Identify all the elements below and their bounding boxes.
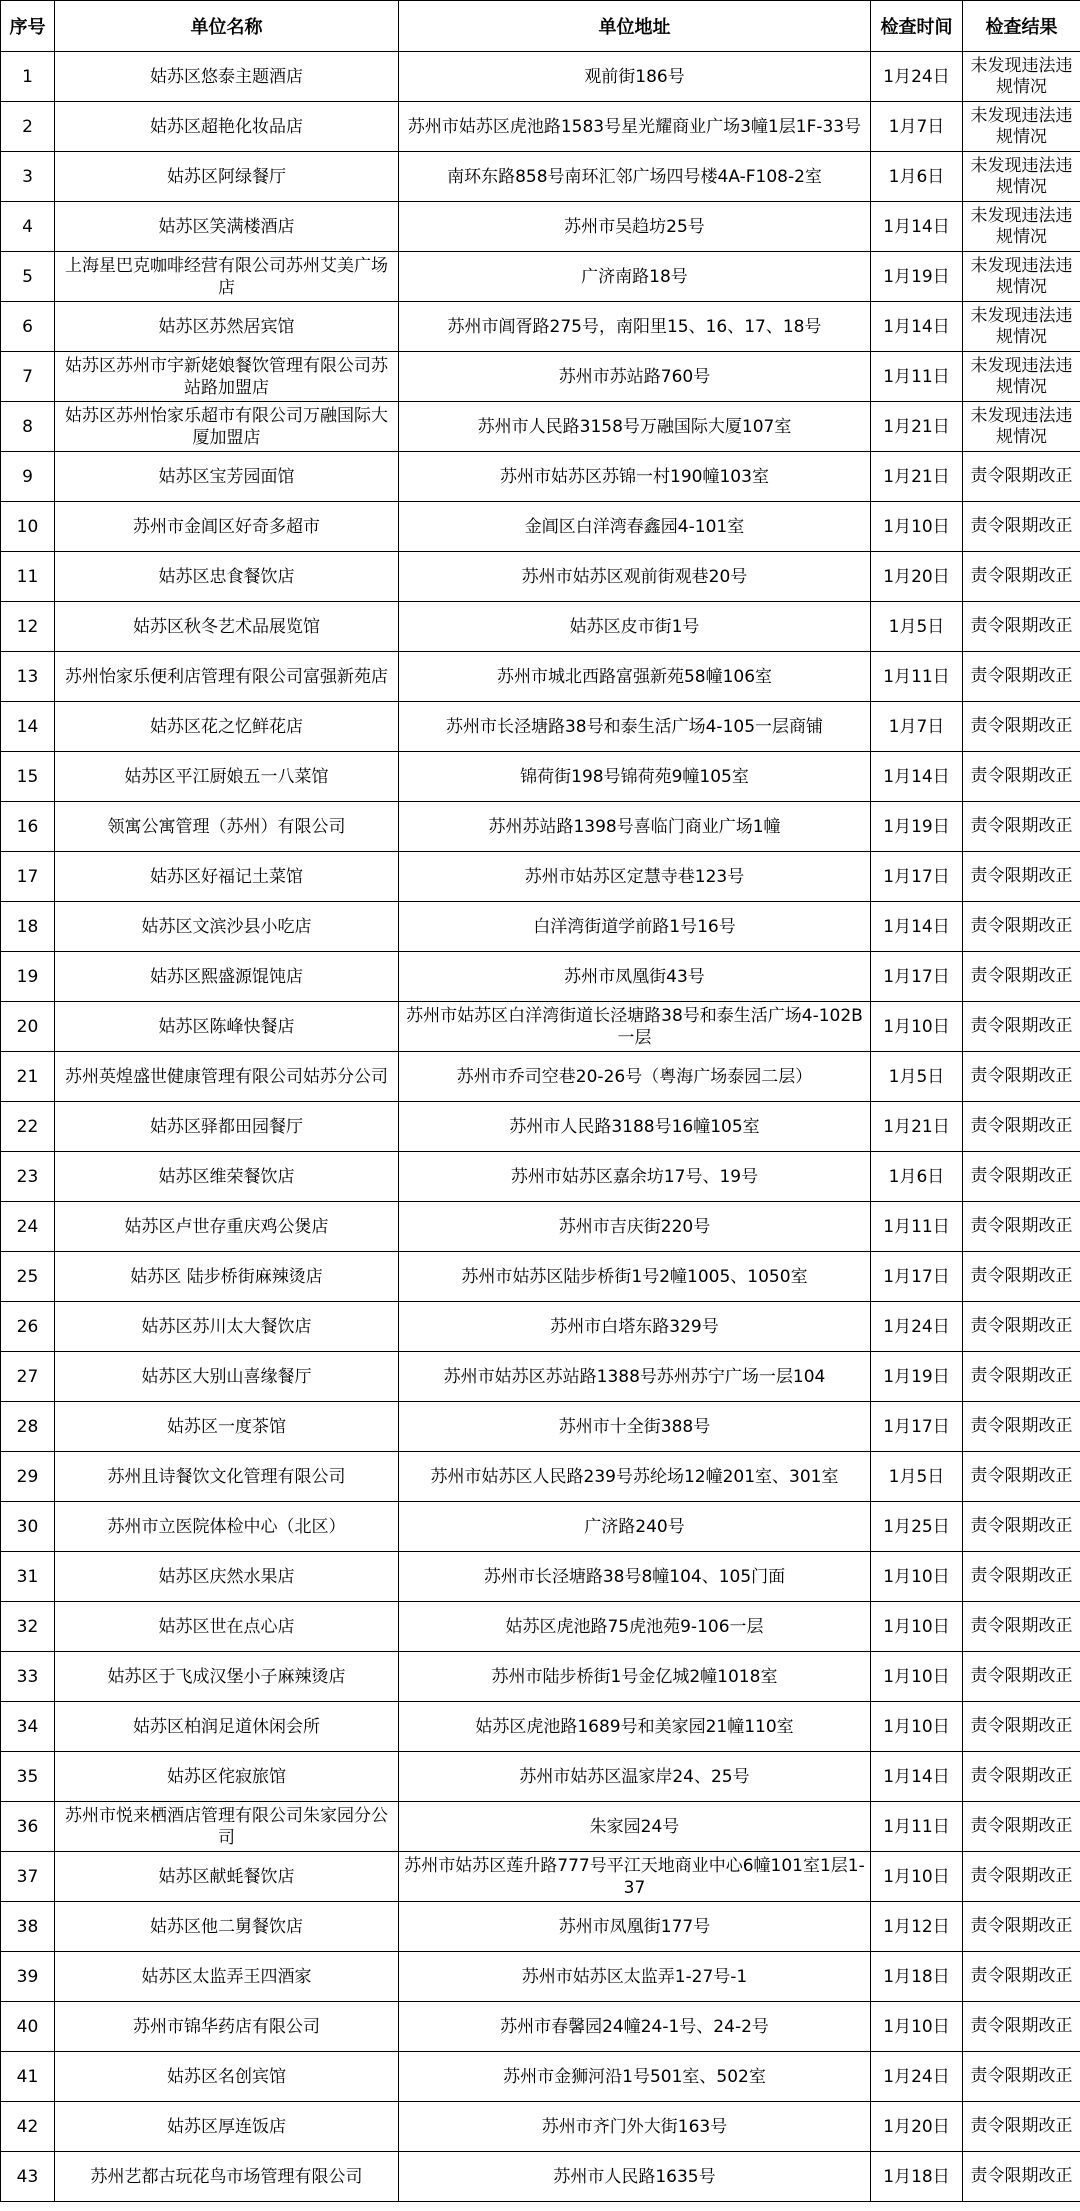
table-row — [1, 602, 1080, 652]
table-row — [1, 152, 1080, 202]
cell-unit-name: 领寓公寓管理（苏州）有限公司 — [55, 802, 399, 852]
cell-unit-address: 苏州市姑苏区定慧寺巷123号 — [399, 852, 871, 902]
cell-no: 38 — [1, 1902, 55, 1952]
cell-unit-address: 苏州市长泾塘路38号8幢104、105门面 — [399, 1552, 871, 1602]
cell-unit-address: 苏州市姑苏区温家岸24、25号 — [399, 1752, 871, 1802]
cell-unit-name: 姑苏区他二舅餐饮店 — [55, 1902, 399, 1952]
cell-unit-address: 苏州市春馨园24幢24-1号、24-2号 — [399, 2002, 871, 2052]
cell-no: 32 — [1, 1602, 55, 1652]
cell-unit-address: 苏州市凤凰街177号 — [399, 1902, 871, 1952]
cell-unit-name: 苏州市金阊区好奇多超市 — [55, 502, 399, 552]
cell-no: 41 — [1, 2052, 55, 2102]
header-unit-name: 单位名称 — [55, 1, 399, 52]
cell-unit-name: 姑苏区于飞成汉堡小子麻辣烫店 — [55, 1652, 399, 1702]
cell-inspection-result: 责令限期改正 — [963, 952, 1080, 1002]
cell-unit-address: 白洋湾街道学前路1号16号 — [399, 902, 871, 952]
cell-inspection-result: 责令限期改正 — [963, 1002, 1080, 1052]
cell-inspection-result: 未发现违法违规情况 — [963, 252, 1080, 302]
table-row — [1, 2152, 1080, 2202]
cell-unit-name: 苏州怡家乐便利店管理有限公司富强新苑店 — [55, 652, 399, 702]
cell-inspection-result: 责令限期改正 — [963, 1752, 1080, 1802]
cell-inspection-date: 1月18日 — [871, 1952, 963, 2002]
cell-inspection-result: 责令限期改正 — [963, 1252, 1080, 1302]
cell-inspection-date: 1月10日 — [871, 2002, 963, 2052]
cell-inspection-result: 未发现违法违规情况 — [963, 202, 1080, 252]
cell-inspection-result: 责令限期改正 — [963, 1352, 1080, 1402]
table-row — [1, 202, 1080, 252]
cell-inspection-result: 未发现违法违规情况 — [963, 152, 1080, 202]
cell-inspection-date: 1月7日 — [871, 102, 963, 152]
cell-unit-name: 苏州艺都古玩花鸟市场管理有限公司 — [55, 2152, 399, 2202]
cell-inspection-date: 1月10日 — [871, 502, 963, 552]
cell-inspection-result: 责令限期改正 — [963, 652, 1080, 702]
cell-unit-address: 苏州市姑苏区苏站路1388号苏州苏宁广场一层104 — [399, 1352, 871, 1402]
cell-unit-name: 姑苏区一度茶馆 — [55, 1402, 399, 1452]
table-body — [1, 52, 1080, 2202]
cell-inspection-date: 1月7日 — [871, 702, 963, 752]
cell-no: 15 — [1, 752, 55, 802]
cell-unit-address: 苏州市城北西路富强新苑58幢106室 — [399, 652, 871, 702]
cell-unit-name: 姑苏区超艳化妆品店 — [55, 102, 399, 152]
cell-inspection-result: 责令限期改正 — [963, 1702, 1080, 1752]
cell-inspection-date: 1月10日 — [871, 1652, 963, 1702]
cell-unit-name: 姑苏区名创宾馆 — [55, 2052, 399, 2102]
cell-unit-name: 苏州市悦来栖酒店管理有限公司朱家园分公司 — [55, 1802, 399, 1852]
header-no: 序号 — [1, 1, 55, 52]
cell-no: 16 — [1, 802, 55, 852]
cell-inspection-date: 1月6日 — [871, 1152, 963, 1202]
cell-unit-name: 姑苏区好福记土菜馆 — [55, 852, 399, 902]
cell-inspection-date: 1月17日 — [871, 852, 963, 902]
table-row — [1, 1802, 1080, 1852]
cell-unit-name: 姑苏区维荣餐饮店 — [55, 1152, 399, 1202]
cell-unit-address: 姑苏区虎池路75虎池苑9-106一层 — [399, 1602, 871, 1652]
cell-inspection-date: 1月14日 — [871, 202, 963, 252]
cell-inspection-result: 责令限期改正 — [963, 1302, 1080, 1352]
cell-unit-address: 苏州市姑苏区虎池路1583号星光耀商业广场3幢1层1F-33号 — [399, 102, 871, 152]
cell-inspection-date: 1月19日 — [871, 802, 963, 852]
cell-inspection-date: 1月5日 — [871, 602, 963, 652]
table-row — [1, 652, 1080, 702]
cell-unit-address: 苏州市姑苏区苏锦一村190幢103室 — [399, 452, 871, 502]
table-row — [1, 902, 1080, 952]
cell-inspection-result: 责令限期改正 — [963, 1502, 1080, 1552]
cell-inspection-result: 责令限期改正 — [963, 1152, 1080, 1202]
cell-unit-address: 苏州市姑苏区莲升路777号平江天地商业中心6幢101室1层1-37 — [399, 1852, 871, 1902]
cell-unit-address: 苏州市十全街388号 — [399, 1402, 871, 1452]
cell-inspection-date: 1月11日 — [871, 652, 963, 702]
cell-unit-name: 苏州市立医院体检中心（北区） — [55, 1502, 399, 1552]
cell-unit-address: 苏州市人民路1635号 — [399, 2152, 871, 2202]
cell-inspection-date: 1月11日 — [871, 352, 963, 402]
cell-no: 26 — [1, 1302, 55, 1352]
cell-unit-name: 姑苏区文滨沙县小吃店 — [55, 902, 399, 952]
cell-inspection-result: 责令限期改正 — [963, 552, 1080, 602]
table-row — [1, 702, 1080, 752]
header-inspection-result: 检查结果 — [963, 1, 1080, 52]
cell-inspection-result: 责令限期改正 — [963, 1802, 1080, 1852]
table-row — [1, 1752, 1080, 1802]
cell-unit-name: 姑苏区平江厨娘五一八菜馆 — [55, 752, 399, 802]
cell-unit-name: 姑苏区大别山喜缘餐厅 — [55, 1352, 399, 1402]
table-row — [1, 1052, 1080, 1102]
cell-unit-name: 姑苏区花之忆鲜花店 — [55, 702, 399, 752]
cell-inspection-result: 未发现违法违规情况 — [963, 402, 1080, 452]
cell-inspection-date: 1月24日 — [871, 1302, 963, 1352]
table-row — [1, 502, 1080, 552]
cell-unit-name: 姑苏区阿绿餐厅 — [55, 152, 399, 202]
cell-unit-address: 金阊区白洋湾春鑫园4-101室 — [399, 502, 871, 552]
table-row — [1, 1602, 1080, 1652]
table-row — [1, 952, 1080, 1002]
cell-no: 20 — [1, 1002, 55, 1052]
cell-unit-name: 姑苏区苏川太大餐饮店 — [55, 1302, 399, 1352]
cell-inspection-result: 责令限期改正 — [963, 852, 1080, 902]
cell-inspection-date: 1月14日 — [871, 1752, 963, 1802]
cell-unit-address: 苏州市乔司空巷20-26号（粤海广场泰园二层） — [399, 1052, 871, 1102]
cell-inspection-date: 1月20日 — [871, 552, 963, 602]
cell-no: 29 — [1, 1452, 55, 1502]
table-row — [1, 1352, 1080, 1402]
cell-no: 30 — [1, 1502, 55, 1552]
table-row — [1, 1652, 1080, 1702]
cell-inspection-result: 责令限期改正 — [963, 2002, 1080, 2052]
table-row — [1, 2052, 1080, 2102]
table-row — [1, 1502, 1080, 1552]
cell-unit-address: 广济路240号 — [399, 1502, 871, 1552]
cell-unit-address: 苏州市人民路3158号万融国际大厦107室 — [399, 402, 871, 452]
cell-unit-name: 姑苏区宝芳园面馆 — [55, 452, 399, 502]
cell-no: 5 — [1, 252, 55, 302]
cell-unit-address: 苏州市姑苏区嘉余坊17号、19号 — [399, 1152, 871, 1202]
cell-no: 28 — [1, 1402, 55, 1452]
cell-unit-address: 苏州市苏站路760号 — [399, 352, 871, 402]
cell-no: 21 — [1, 1052, 55, 1102]
table-row — [1, 252, 1080, 302]
cell-no: 2 — [1, 102, 55, 152]
cell-no: 36 — [1, 1802, 55, 1852]
cell-no: 19 — [1, 952, 55, 1002]
cell-unit-name: 苏州市锦华药店有限公司 — [55, 2002, 399, 2052]
cell-unit-address: 苏州市姑苏区白洋湾街道长泾塘路38号和泰生活广场4-102B一层 — [399, 1002, 871, 1052]
cell-unit-name: 姑苏区太监弄王四酒家 — [55, 1952, 399, 2002]
cell-unit-name: 苏州英煌盛世健康管理有限公司姑苏分公司 — [55, 1052, 399, 1102]
cell-unit-address: 苏州市吴趋坊25号 — [399, 202, 871, 252]
cell-inspection-result: 责令限期改正 — [963, 702, 1080, 752]
cell-inspection-result: 责令限期改正 — [963, 502, 1080, 552]
cell-unit-address: 苏州市阊胥路275号，南阳里15、16、17、18号 — [399, 302, 871, 352]
cell-inspection-date: 1月12日 — [871, 1902, 963, 1952]
cell-unit-name: 姑苏区悠泰主题酒店 — [55, 52, 399, 102]
cell-no: 4 — [1, 202, 55, 252]
cell-inspection-date: 1月19日 — [871, 1352, 963, 1402]
cell-no: 34 — [1, 1702, 55, 1752]
cell-inspection-date: 1月14日 — [871, 902, 963, 952]
cell-inspection-result: 责令限期改正 — [963, 2102, 1080, 2152]
cell-no: 27 — [1, 1352, 55, 1402]
cell-inspection-date: 1月21日 — [871, 452, 963, 502]
cell-unit-name: 姑苏区 陆步桥街麻辣烫店 — [55, 1252, 399, 1302]
cell-unit-name: 姑苏区苏然居宾馆 — [55, 302, 399, 352]
cell-no: 25 — [1, 1252, 55, 1302]
table-row — [1, 552, 1080, 602]
cell-inspection-date: 1月20日 — [871, 2102, 963, 2152]
cell-no: 12 — [1, 602, 55, 652]
cell-inspection-result: 责令限期改正 — [963, 1452, 1080, 1502]
cell-inspection-result: 责令限期改正 — [963, 1202, 1080, 1252]
cell-no: 6 — [1, 302, 55, 352]
cell-unit-name: 姑苏区献蚝餐饮店 — [55, 1852, 399, 1902]
table-row — [1, 1002, 1080, 1052]
cell-inspection-result: 责令限期改正 — [963, 902, 1080, 952]
cell-inspection-date: 1月25日 — [871, 1502, 963, 1552]
table-row — [1, 102, 1080, 152]
cell-no: 3 — [1, 152, 55, 202]
cell-unit-address: 苏州市人民路3188号16幢105室 — [399, 1102, 871, 1152]
table-row — [1, 1852, 1080, 1902]
table-row — [1, 2102, 1080, 2152]
cell-no: 17 — [1, 852, 55, 902]
cell-unit-address: 苏州市姑苏区观前街观巷20号 — [399, 552, 871, 602]
cell-unit-address: 苏州市姑苏区人民路239号苏纶场12幢201室、301室 — [399, 1452, 871, 1502]
cell-unit-name: 姑苏区忠食餐饮店 — [55, 552, 399, 602]
cell-inspection-result: 责令限期改正 — [963, 1602, 1080, 1652]
cell-inspection-result: 责令限期改正 — [963, 602, 1080, 652]
cell-inspection-result: 未发现违法违规情况 — [963, 302, 1080, 352]
cell-inspection-result: 责令限期改正 — [963, 1852, 1080, 1902]
cell-inspection-date: 1月19日 — [871, 252, 963, 302]
cell-inspection-result: 责令限期改正 — [963, 2052, 1080, 2102]
cell-inspection-date: 1月6日 — [871, 152, 963, 202]
cell-inspection-result: 责令限期改正 — [963, 1902, 1080, 1952]
cell-inspection-result: 未发现违法违规情况 — [963, 52, 1080, 102]
cell-inspection-date: 1月24日 — [871, 52, 963, 102]
cell-unit-name: 姑苏区柏润足道休闲会所 — [55, 1702, 399, 1752]
cell-no: 31 — [1, 1552, 55, 1602]
cell-inspection-result: 责令限期改正 — [963, 1952, 1080, 2002]
cell-no: 7 — [1, 352, 55, 402]
table-row — [1, 1252, 1080, 1302]
cell-inspection-result: 责令限期改正 — [963, 1052, 1080, 1102]
cell-no: 10 — [1, 502, 55, 552]
cell-inspection-date: 1月10日 — [871, 1702, 963, 1752]
cell-inspection-date: 1月14日 — [871, 302, 963, 352]
cell-unit-address: 苏州市姑苏区陆步桥街1号2幢1005、1050室 — [399, 1252, 871, 1302]
table-row — [1, 1152, 1080, 1202]
cell-inspection-date: 1月14日 — [871, 752, 963, 802]
cell-unit-address: 苏州市长泾塘路38号和泰生活广场4-105一层商铺 — [399, 702, 871, 752]
cell-unit-name: 姑苏区苏州怡家乐超市有限公司万融国际大厦加盟店 — [55, 402, 399, 452]
cell-inspection-date: 1月10日 — [871, 1852, 963, 1902]
table-row — [1, 752, 1080, 802]
cell-inspection-result: 责令限期改正 — [963, 802, 1080, 852]
cell-unit-address: 苏州市金狮河沿1号501室、502室 — [399, 2052, 871, 2102]
table-row — [1, 2002, 1080, 2052]
cell-inspection-date: 1月17日 — [871, 1402, 963, 1452]
cell-inspection-result: 未发现违法违规情况 — [963, 102, 1080, 152]
table-row — [1, 1952, 1080, 2002]
table-row — [1, 402, 1080, 452]
cell-unit-name: 姑苏区熙盛源馄饨店 — [55, 952, 399, 1002]
cell-no: 40 — [1, 2002, 55, 2052]
cell-unit-name: 姑苏区苏州市宇新姥娘餐饮管理有限公司苏站路加盟店 — [55, 352, 399, 402]
cell-inspection-result: 责令限期改正 — [963, 1552, 1080, 1602]
cell-no: 22 — [1, 1102, 55, 1152]
table-row — [1, 1902, 1080, 1952]
table-row — [1, 52, 1080, 102]
cell-unit-name: 姑苏区世在点心店 — [55, 1602, 399, 1652]
cell-inspection-date: 1月5日 — [871, 1452, 963, 1502]
cell-no: 18 — [1, 902, 55, 952]
cell-no: 23 — [1, 1152, 55, 1202]
cell-unit-name: 姑苏区秋冬艺术品展览馆 — [55, 602, 399, 652]
cell-unit-address: 姑苏区虎池路1689号和美家园21幢110室 — [399, 1702, 871, 1752]
header-inspection-date: 检查时间 — [871, 1, 963, 52]
cell-inspection-date: 1月10日 — [871, 1552, 963, 1602]
cell-inspection-date: 1月17日 — [871, 952, 963, 1002]
cell-unit-address: 苏州苏站路1398号喜临门商业广场1幢 — [399, 802, 871, 852]
cell-unit-address: 苏州市陆步桥街1号金亿城2幢1018室 — [399, 1652, 871, 1702]
cell-unit-name: 姑苏区侘寂旅馆 — [55, 1752, 399, 1802]
cell-inspection-date: 1月21日 — [871, 402, 963, 452]
cell-no: 39 — [1, 1952, 55, 2002]
cell-inspection-date: 1月10日 — [871, 1002, 963, 1052]
cell-unit-address: 苏州市姑苏区太监弄1-27号-1 — [399, 1952, 871, 2002]
cell-inspection-date: 1月11日 — [871, 1202, 963, 1252]
cell-no: 11 — [1, 552, 55, 602]
cell-unit-address: 锦荷街198号锦荷苑9幢105室 — [399, 752, 871, 802]
cell-no: 14 — [1, 702, 55, 752]
cell-unit-name: 姑苏区笑满楼酒店 — [55, 202, 399, 252]
cell-inspection-result: 责令限期改正 — [963, 1102, 1080, 1152]
cell-unit-name: 姑苏区陈峰快餐店 — [55, 1002, 399, 1052]
cell-unit-address: 观前街186号 — [399, 52, 871, 102]
cell-no: 35 — [1, 1752, 55, 1802]
table-row — [1, 1102, 1080, 1152]
cell-unit-name: 姑苏区驿都田园餐厅 — [55, 1102, 399, 1152]
cell-unit-address: 苏州市吉庆街220号 — [399, 1202, 871, 1252]
cell-unit-address: 南环东路858号南环汇邻广场四号楼4A-F108-2室 — [399, 152, 871, 202]
table-row — [1, 802, 1080, 852]
cell-unit-address: 朱家园24号 — [399, 1802, 871, 1852]
cell-no: 8 — [1, 402, 55, 452]
header-unit-address: 单位地址 — [399, 1, 871, 52]
cell-inspection-result: 责令限期改正 — [963, 2152, 1080, 2202]
cell-inspection-date: 1月5日 — [871, 1052, 963, 1102]
cell-unit-name: 苏州且诗餐饮文化管理有限公司 — [55, 1452, 399, 1502]
cell-inspection-date: 1月17日 — [871, 1252, 963, 1302]
table-row — [1, 452, 1080, 502]
cell-no: 9 — [1, 452, 55, 502]
cell-inspection-date: 1月18日 — [871, 2152, 963, 2202]
cell-no: 42 — [1, 2102, 55, 2152]
table-row — [1, 1452, 1080, 1502]
cell-inspection-result: 责令限期改正 — [963, 1402, 1080, 1452]
header-row — [1, 1, 1080, 52]
cell-unit-name: 姑苏区庆然水果店 — [55, 1552, 399, 1602]
cell-unit-address: 姑苏区皮市街1号 — [399, 602, 871, 652]
cell-unit-name: 姑苏区厚连饭店 — [55, 2102, 399, 2152]
table-row — [1, 1552, 1080, 1602]
table-row — [1, 352, 1080, 402]
table-row — [1, 852, 1080, 902]
cell-unit-name: 上海星巴克咖啡经营有限公司苏州艾美广场店 — [55, 252, 399, 302]
cell-unit-address: 苏州市白塔东路329号 — [399, 1302, 871, 1352]
table-row — [1, 1702, 1080, 1752]
cell-unit-address: 苏州市凤凰街43号 — [399, 952, 871, 1002]
table-row — [1, 302, 1080, 352]
table-row — [1, 1402, 1080, 1452]
table-row — [1, 1302, 1080, 1352]
cell-no: 24 — [1, 1202, 55, 1252]
cell-unit-address: 广济南路18号 — [399, 252, 871, 302]
cell-inspection-result: 责令限期改正 — [963, 452, 1080, 502]
cell-inspection-date: 1月11日 — [871, 1802, 963, 1852]
cell-inspection-date: 1月21日 — [871, 1102, 963, 1152]
cell-inspection-date: 1月24日 — [871, 2052, 963, 2102]
table-row — [1, 1202, 1080, 1252]
cell-inspection-date: 1月10日 — [871, 1602, 963, 1652]
cell-unit-name: 姑苏区卢世存重庆鸡公煲店 — [55, 1202, 399, 1252]
cell-no: 1 — [1, 52, 55, 102]
cell-inspection-result: 责令限期改正 — [963, 752, 1080, 802]
cell-unit-address: 苏州市齐门外大街163号 — [399, 2102, 871, 2152]
cell-no: 13 — [1, 652, 55, 702]
cell-no: 37 — [1, 1852, 55, 1902]
cell-no: 43 — [1, 2152, 55, 2202]
cell-inspection-result: 未发现违法违规情况 — [963, 352, 1080, 402]
cell-inspection-result: 责令限期改正 — [963, 1652, 1080, 1702]
cell-no: 33 — [1, 1652, 55, 1702]
